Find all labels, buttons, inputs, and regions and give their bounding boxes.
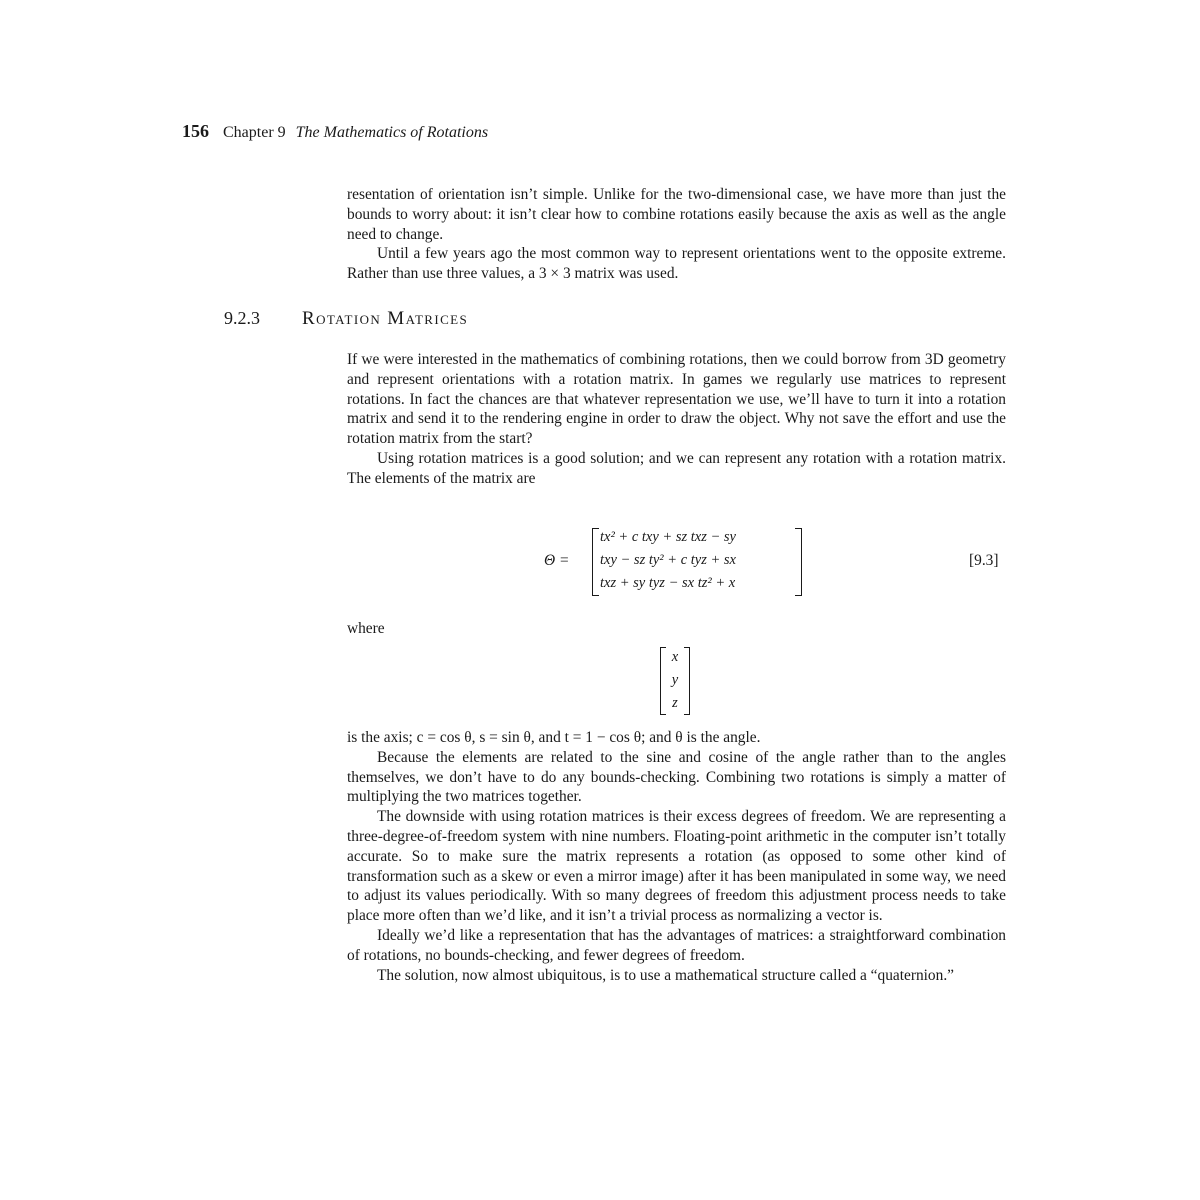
section-title: Rotation Matrices [302,308,469,329]
after-text [347,728,1006,985]
matrix-row-1: tx² + c txy + sz txz − sy [600,529,736,545]
after-paragraph-5: The solution, now almost ubiquitous, is to use a mathematical structure called a “quaternion.” [377,966,954,984]
vector-x: x [671,649,679,665]
equation-number: [9.3] [969,552,999,569]
rotation-matrix [592,528,802,596]
vector-y: y [671,672,679,688]
section-number: 9.2.3 [224,308,260,328]
after-paragraph-3: The downside with using rotation matrices is their excess degrees of freedom. We are representing a three-degree-of-freedom system with nine numbers. Floating-point arithmetic in the computer isn’t totally accurate. So to make sure the matrix represents a rotation (as opposed to some other kind of transformation such as a skew or even a mirror image) after it has been manipulated in some way, we need to adjust its values periodically. With so many degrees of freedom this adjustment process needs to take place more often than we’d like, and it isn’t a trivial process as normalizing a vector is. [347,808,1006,925]
matrix-right-bracket [795,528,802,596]
intro-text [347,185,1006,284]
page-number: 156 [182,121,209,141]
where-label: where [347,620,385,637]
section-heading [224,306,468,331]
equation-lhs: Θ = [544,552,570,569]
chapter-label: Chapter 9 [223,124,286,141]
vector-right-bracket [684,647,690,715]
running-head [182,120,488,144]
axis-vector [660,647,690,715]
after-paragraph-2: Because the elements are related to the sine and cosine of the angle rather than to the angles themselves, we don’t have to do any bounds-checking. Combining two rotations is simply a matter of multiplying the two matrices together. [347,748,1006,806]
matrix-row-2: txy − sz ty² + c tyz + sx [600,552,736,568]
vector-z: z [672,695,678,711]
after-paragraph-4: Ideally we’d like a representation that has the advantages of matrices: a straightforward combination of rotations, no bounds-checking, and fewer degrees of freedom. [347,926,1006,964]
chapter-title: The Mathematics of Rotations [295,124,489,141]
intro-paragraph-2: Until a few years ago the most common way to represent orientations went to the opposite extreme. Rather than use three values, a 3 × 3 matrix was used. [347,245,1006,283]
body-paragraph-1: If we were interested in the mathematics of combining rotations, then we could borrow from 3D geometry and represent orientations with a rotation matrix. In games we regularly use matrices to represent rotations. In fact the chances are that whatever representation we use, we’ll have to turn it into a rotation matrix and send it to the rendering engine in order to draw the object. Why not save the effort and use the rotation matrix from the start? [347,351,1006,448]
section-body [347,350,1006,489]
after-paragraph-1: is the axis; c = cos θ, s = sin θ, and t = 1 − cos θ; and θ is the angle. [347,729,761,746]
matrix-row-3: txz + sy tyz − sx tz² + x [600,575,736,591]
intro-paragraph-1: resentation of orientation isn’t simple. Unlike for the two-dimensional case, we have more than just the bounds to worry about: it isn’t clear how to combine rotations easily because the axis as well as the angle need to change. [347,186,1006,243]
where-text [347,619,1006,639]
body-paragraph-2: Using rotation matrices is a good solution; and we can represent any rotation with a rotation matrix. The elements of the matrix are [347,449,1006,487]
matrix-left-bracket [592,528,599,596]
